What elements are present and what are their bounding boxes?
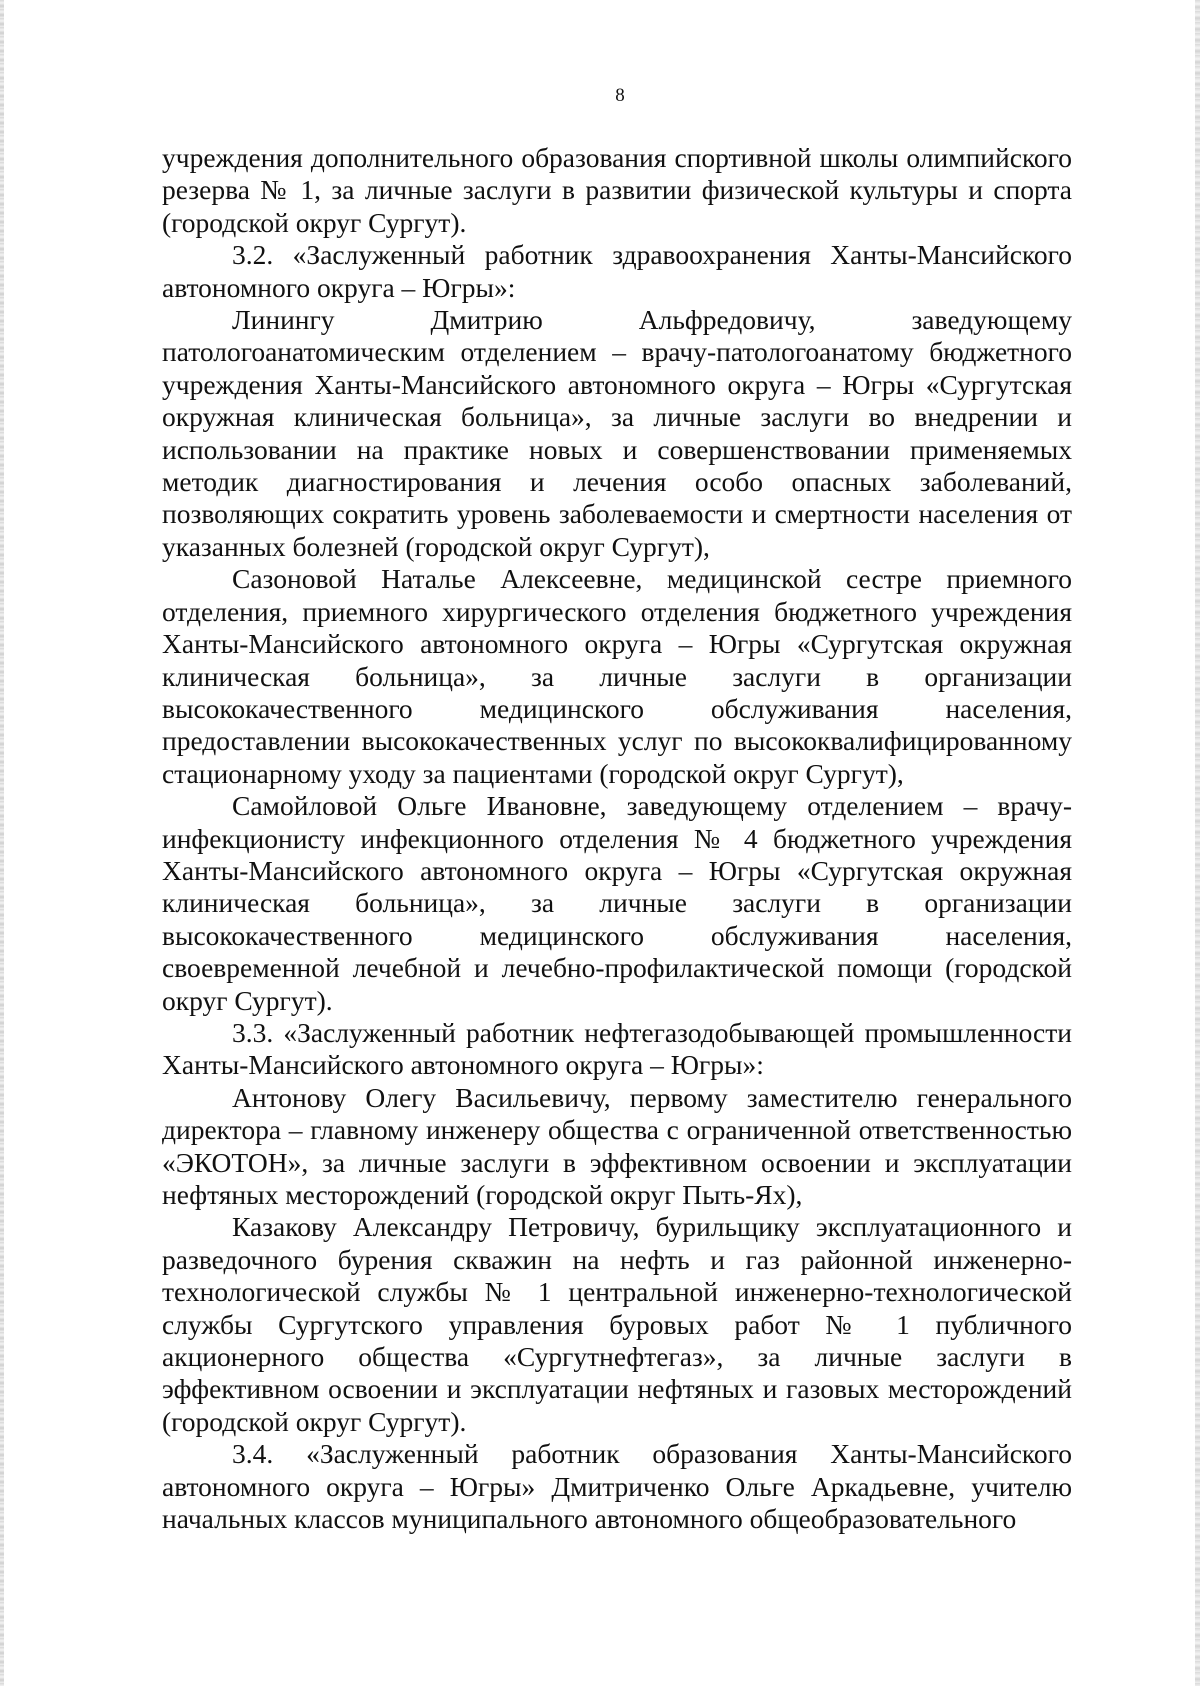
scan-edge-left xyxy=(0,0,4,1686)
paragraph-awardee-samoylova: Самойловой Ольге Ивановне, заведующему отделением – врачу-инфекционисту инфекционного отделения № 4 бюджетного учреждения Ханты-Мансийского автономного округа – Югры «Сургутская окружная клиническая больница», за личные заслуги в организации высококачественного медицинского обслуживания населения, своевременной лечебной и лечебно-профилактической помощи (городской округ Сургут). xyxy=(162,790,1072,1016)
paragraph-section-3-4: 3.4. «Заслуженный работник образования Ханты-Мансийского автономного округа – Югры» Дмитриченко Ольге Аркадьевне, учителю начальных классов муниципального автономного общеобразовательного xyxy=(162,1438,1072,1535)
paragraph-awardee-lining: Линингу Дмитрию Альфредовичу, заведующему патологоанатомическим отделением – врачу-патологоанатому бюджетного учреждения Ханты-Мансийского автономного округа – Югры «Сургутская окружная клиническая больница», за личные заслуги во внедрении и использовании на практике новых и совершенствовании применяемых методик диагностирования и лечения особо опасных заболеваний, позволяющих сократить уровень заболеваемости и смертности населения от указанных болезней (городской округ Сургут), xyxy=(162,304,1072,562)
paragraph-continuation: учреждения дополнительного образования спортивной школы олимпийского резерва № 1, за личные заслуги в развитии физической культуры и спорта (городской округ Сургут). xyxy=(162,142,1072,238)
paragraph-section-3-3: 3.3. «Заслуженный работник нефтегазодобывающей промышленности Ханты-Мансийского автономного округа – Югры»: xyxy=(162,1016,1072,1081)
paragraph-awardee-antonov: Антонову Олегу Васильевичу, первому заместителю генерального директора – главному инженеру общества с ограниченной ответственностью «ЭКОТОН», за личные заслуги в эффективном освоении и эксплуатации нефтяных месторождений (городской округ Пыть-Ях), xyxy=(162,1081,1072,1210)
paragraph-section-3-2: 3.2. «Заслуженный работник здравоохранения Ханты-Мансийского автономного округа – Югры»: xyxy=(162,239,1072,303)
page-number: 8 xyxy=(615,85,625,106)
scan-edge-right xyxy=(1195,0,1200,1686)
document-body xyxy=(162,142,1072,1535)
paragraph-awardee-sazonova: Сазоновой Наталье Алексеевне, медицинской сестре приемного отделения, приемного хирургического отделения бюджетного учреждения Ханты-Мансийского автономного округа – Югры «Сургутская окружная клиническая больница», за личные заслуги в организации высококачественного медицинского обслуживания населения, предоставлении высококачественных услуг по высококвалифицированному стационарному уходу за пациентами (городской округ Сургут), xyxy=(162,563,1072,789)
paragraph-awardee-kazakov: Казакову Александру Петровичу, бурильщику эксплуатационного и разведочного бурения скважин на нефть и газ районной инженерно-технологической службы № 1 центральной инженерно-технологической службы Сургутского управления буровых работ № 1 публичного акционерного общества «Сургутнефтегаз», за личные заслуги в эффективном освоении и эксплуатации нефтяных и газовых месторождений (городской округ Сургут). xyxy=(162,1211,1072,1437)
